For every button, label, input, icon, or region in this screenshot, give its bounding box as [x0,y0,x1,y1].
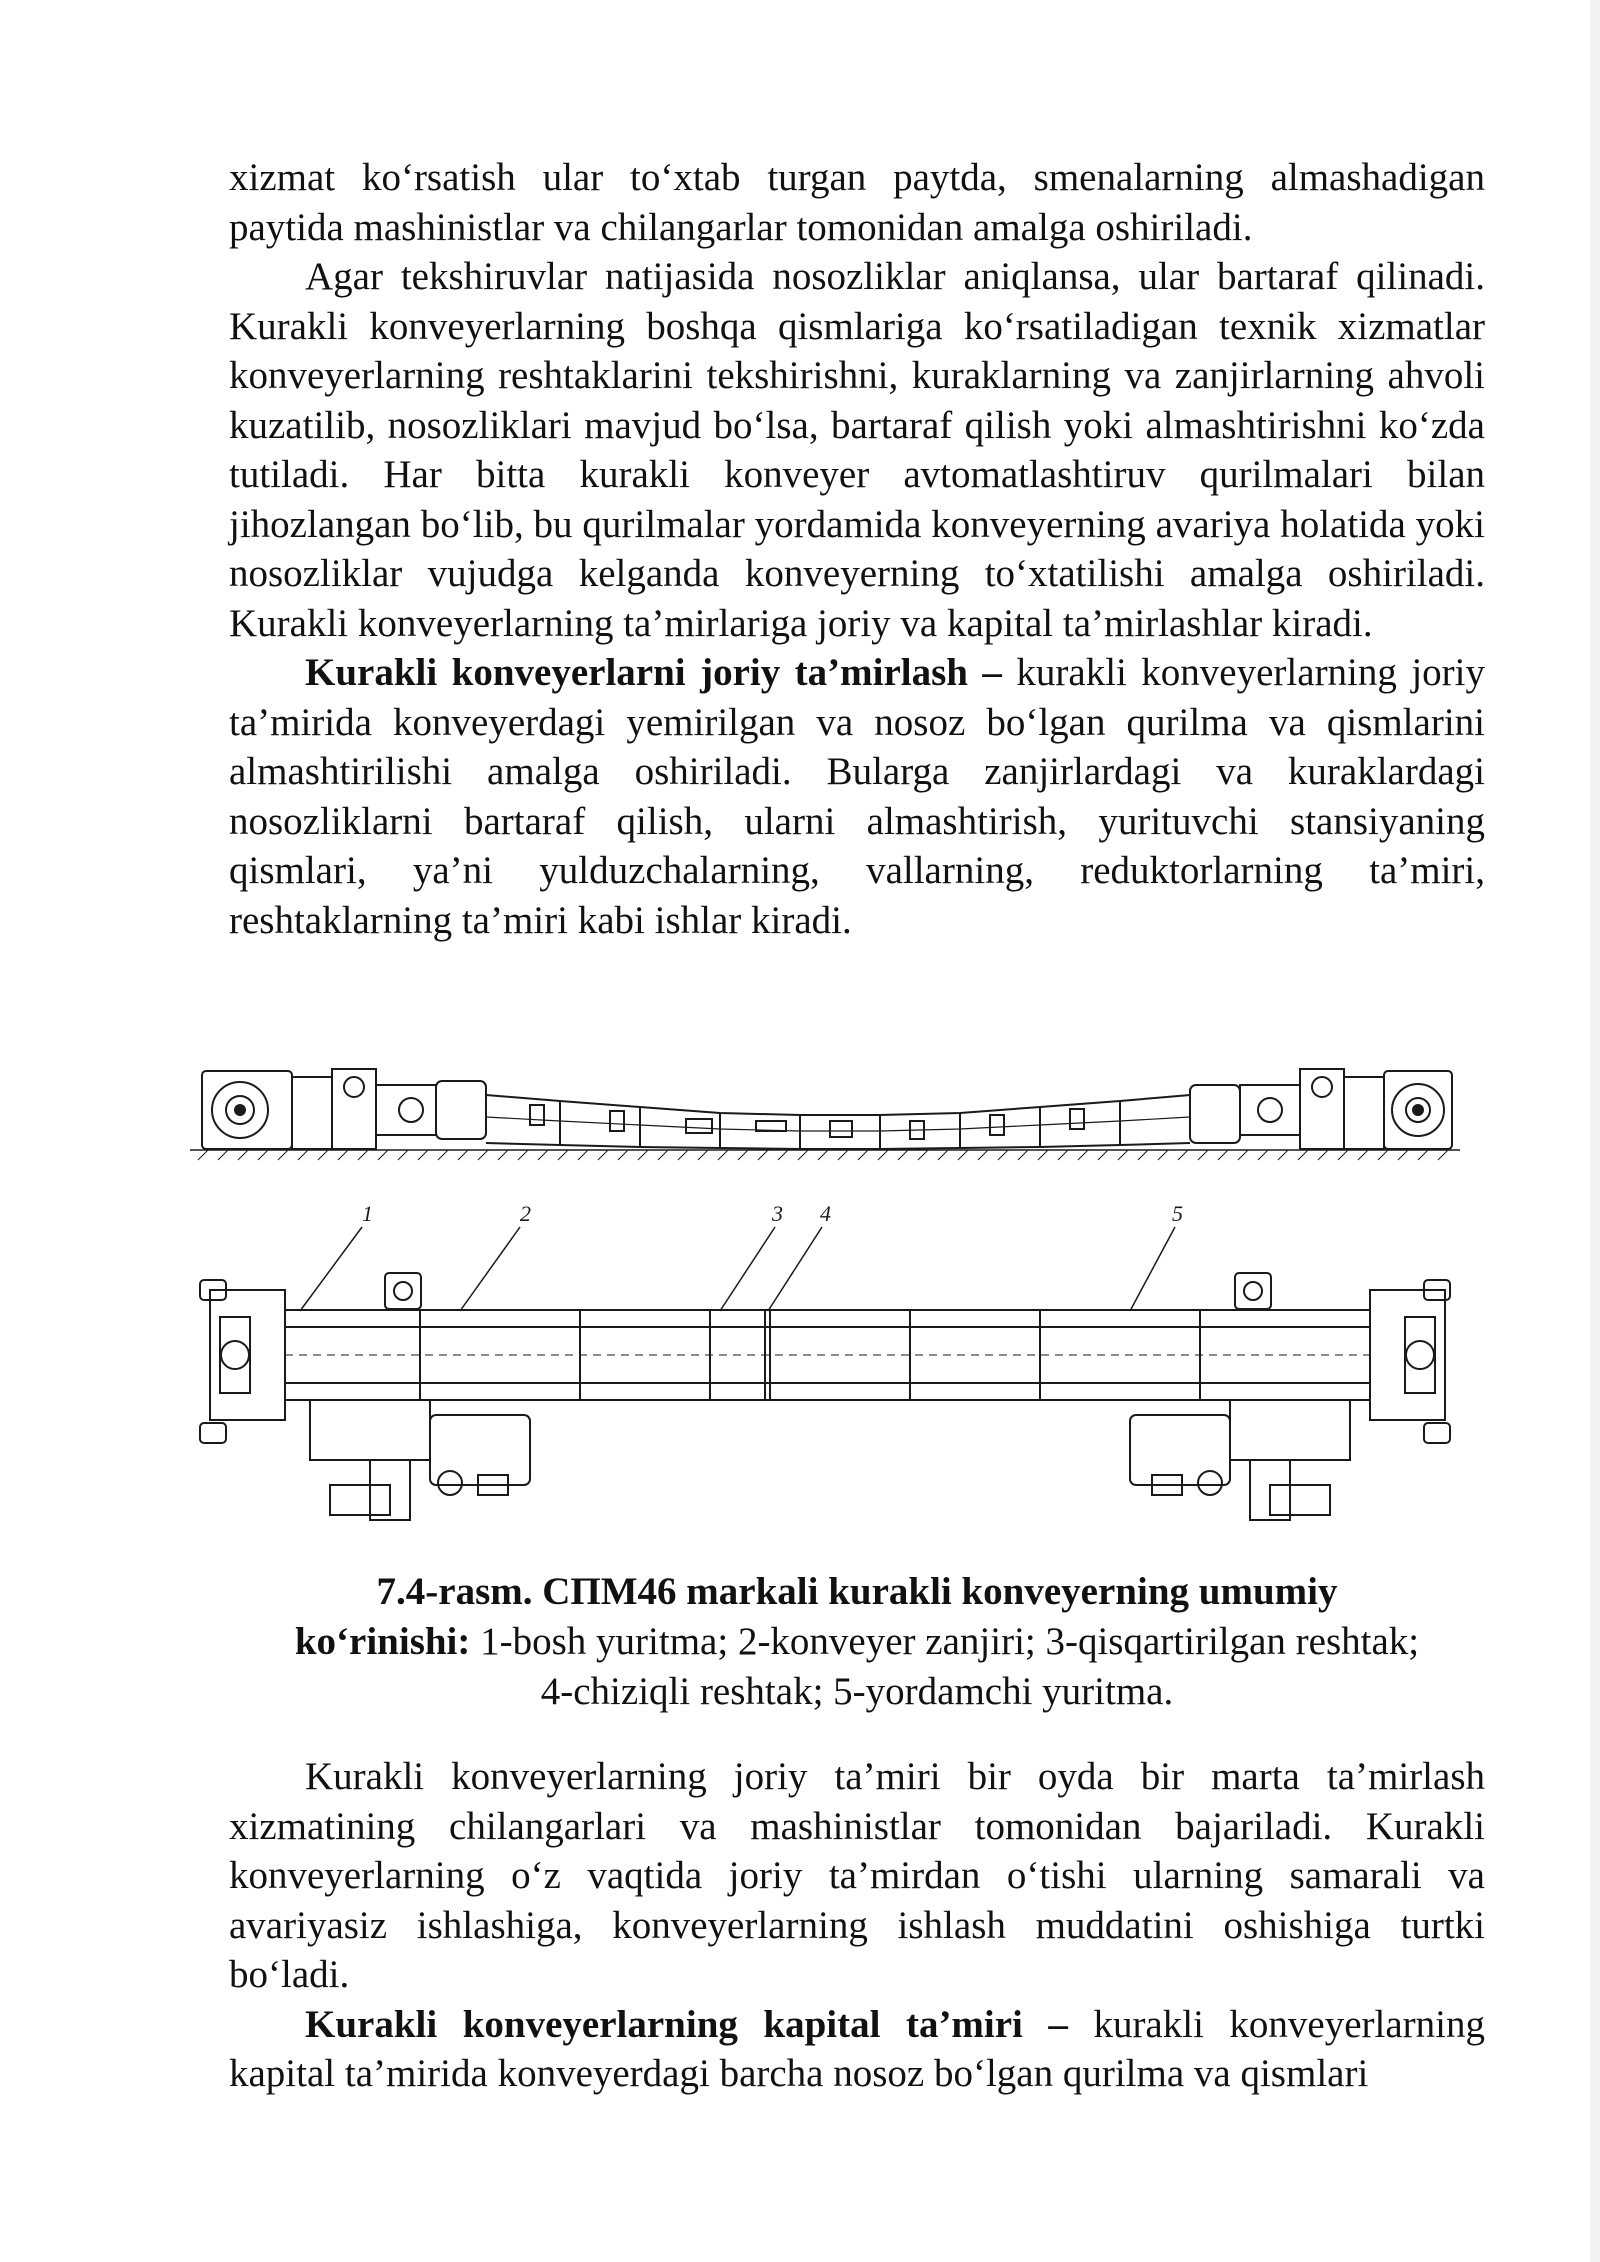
paragraph-inspection: Agar tekshiruvlar natijasida nosozliklar aniqlansa, ular bartaraf qilinadi. Kurakli konveyerlarning boshqa qismlariga ko‘rsatiladigan texnik xizmatlar konveyerlarning reshtaklarini tekshirishni, kuraklarning va zanjirlarning ahvoli kuzatilib, nosozliklari mavjud bo‘lsa, bartaraf qilish yoki almashtirishni ko‘zda tutiladi. Har bitta kurakli konveyer avtomatlashtiruv qurilmalari bilan jihozlangan bo‘lib, bu qurilmalar yordamida konveyerning avariya holatida yoki nosozliklar vujudga kelganda konveyerning to‘xtatilishi amalga oshiriladi. Kurakli konveyerlarning ta’mirlariga joriy va kapital ta’mirlashlar kiradi. [229,255,1485,645]
term-capital-repair: Kurakli konveyerlarning kapital ta’miri – [305,2002,1068,2046]
definition-capital-repair: kurakli konveyerlarning kapital ta’mirida konveyerdagi barcha nosoz bo‘lgan qurilma va qismlari [229,2002,1485,2095]
caption-items: 1-bosh yuritma; 2-konveyer zanjiri; 3-qisqartirilgan reshtak; [470,1620,1420,1663]
callout-label-2: 2 [520,1201,531,1226]
callout-label-3: 3 [772,1201,783,1226]
callout-label-5: 5 [1172,1201,1183,1226]
paragraph-capital-repair [229,2000,1485,2099]
bottom-text-section [229,1752,1485,2099]
caption-items-2: 4-chiziqli reshtak; 5-yordamchi yuritma. [540,1670,1174,1713]
caption-subtitle: ko‘rinishi: [294,1620,471,1663]
callout-label-1: 1 [362,1201,373,1226]
term-current-repair: Kurakli konveyerlarni joriy ta’mirlash – [305,651,1002,694]
paragraph-repair-schedule: Kurakli konveyerlarning joriy ta’miri bir oyda bir marta ta’mirlash xizmatining chilangarlari va mashinistlar tomonidan bajariladi. Kurakli konveyerlarning o‘z vaqtida joriy ta’mirdan o‘tishi ularning samarali va avariyasiz ishlashiga, konveyerlarning ishlash muddatini oshishiga turtki bo‘ladi. [229,1755,1485,1996]
caption-line-2 [229,1617,1485,1667]
top-text-section [229,153,1485,945]
conveyor-drawing [190,1055,1460,1535]
caption-title: 7.4-rasm. СПМ46 markali kurakli konveyerning umumiy [376,1570,1338,1613]
callout-label-4: 4 [820,1201,831,1226]
paragraph-current-repair [229,648,1485,945]
page-edge-shadow [1590,0,1600,2262]
side-view [190,1069,1460,1160]
paragraph-continuation: xizmat ko‘rsatish ular to‘xtab turgan paytda, smenalarning almashadigan paytida mashinistlar va chilangarlar tomonidan amalga oshiriladi. [229,156,1485,249]
conveyor-figure [190,1055,1460,1535]
figure-caption [229,1567,1485,1717]
plan-view [200,1227,1450,1520]
definition-current-repair: kurakli konveyerlarning joriy ta’mirida konveyerdagi yemirilgan va nosoz bo‘lgan qurilma va qismlarini almashtirilishi amalga oshiriladi. Bularga zanjirlardagi va kuraklardagi nosozliklarni bartaraf qilish, ularni almashtirish, yurituvchi stansiyaning qismlari, ya’ni yulduzchalarning, vallarning, reduktorlarning ta’miri, reshtaklarning ta’miri kabi ishlar kiradi. [229,651,1485,942]
